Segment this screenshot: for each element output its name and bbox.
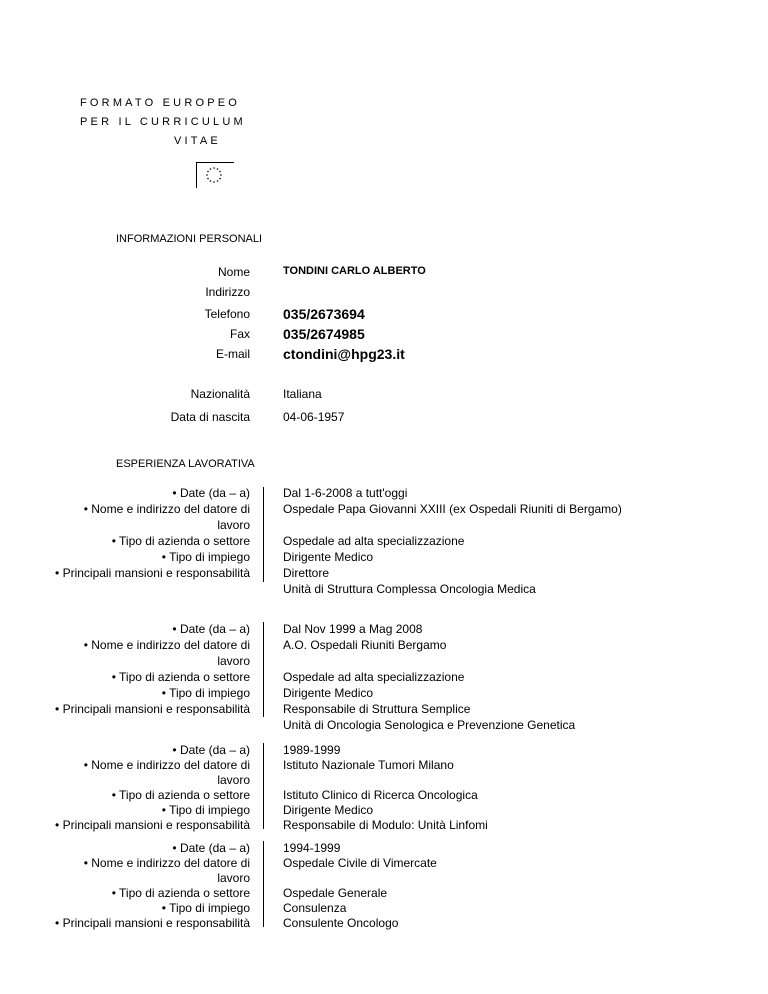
cv-title-line-3: VITAE [174, 135, 221, 147]
label-job: • Tipo di impiego [161, 686, 250, 700]
experience-entry-4 [283, 841, 437, 931]
exp-duties: Consulente Oncologo [283, 916, 399, 930]
label-dates: • Date (da – a) [172, 486, 250, 500]
exp-job: Dirigente Medico [283, 550, 374, 564]
label-dates: • Date (da – a) [172, 622, 250, 636]
label-job: • Tipo di impiego [161, 803, 250, 817]
experience-entry-1 [283, 485, 622, 597]
label-dates: • Date (da – a) [172, 743, 250, 757]
exp-dates: Dal 1-6-2008 a tutt'oggi [283, 486, 408, 500]
label-employer: • Nome e indirizzo del datore di [83, 638, 250, 652]
fax-value: 035/2674985 [283, 326, 365, 342]
column-divider-1 [263, 487, 264, 582]
label-duties: • Principali mansioni e responsabilità [55, 702, 250, 716]
nationality-label: Nazionalità [190, 387, 250, 401]
label-sector: • Tipo di azienda o settore [111, 886, 250, 900]
exp-dates: Dal Nov 1999 a Mag 2008 [283, 622, 423, 636]
experience-labels-1 [50, 485, 250, 581]
email-label: E-mail [215, 347, 250, 361]
address-label: Indirizzo [205, 285, 250, 299]
label-sector: • Tipo di azienda o settore [111, 534, 250, 548]
nationality-value: Italiana [283, 387, 322, 401]
exp-employer: Istituto Nazionale Tumori Milano [283, 758, 454, 772]
birth-date-value: 04-06-1957 [283, 410, 345, 424]
exp-duties: Unità di Struttura Complessa Oncologia Medica [283, 582, 536, 596]
name-label: Nome [217, 265, 250, 279]
exp-dates: 1989-1999 [283, 743, 341, 757]
exp-dates: 1994-1999 [283, 841, 341, 855]
phone-value: 035/2673694 [283, 306, 365, 322]
exp-job: Dirigente Medico [283, 686, 374, 700]
experience-labels-4 [50, 841, 250, 931]
experience-entry-2 [283, 621, 575, 733]
section-personal-info: INFORMAZIONI PERSONALI [116, 233, 263, 245]
exp-duties: Responsabile di Modulo: Unità Linfomi [283, 818, 488, 832]
name-value: TONDINI CARLO ALBERTO [283, 265, 426, 277]
exp-employer: A.O. Ospedali Riuniti Bergamo [283, 638, 447, 652]
exp-sector: Ospedale ad alta specializzazione [283, 534, 465, 548]
exp-job: Consulenza [283, 901, 347, 915]
experience-entry-3 [283, 743, 488, 833]
phone-label: Telefono [204, 307, 250, 321]
exp-role: Direttore [283, 566, 330, 580]
label-dates: • Date (da – a) [172, 841, 250, 855]
label-sector: • Tipo di azienda o settore [111, 670, 250, 684]
label-employer-cont: lavoro [217, 871, 250, 885]
label-sector: • Tipo di azienda o settore [111, 788, 250, 802]
label-duties: • Principali mansioni e responsabilità [55, 818, 250, 832]
label-job: • Tipo di impiego [161, 550, 250, 564]
column-divider-3 [263, 743, 264, 829]
column-divider-2 [263, 622, 264, 717]
label-duties: • Principali mansioni e responsabilità [55, 566, 250, 580]
eu-flag-logo [196, 162, 234, 188]
exp-employer: Ospedale Papa Giovanni XXIII (ex Ospedali Riuniti di Bergamo) [283, 502, 622, 516]
label-employer: • Nome e indirizzo del datore di [83, 856, 250, 870]
label-employer-cont: lavoro [217, 654, 250, 668]
exp-sector: Ospedale Generale [283, 886, 388, 900]
exp-job: Dirigente Medico [283, 803, 374, 817]
label-duties: • Principali mansioni e responsabilità [55, 916, 250, 930]
birth-date-label: Data di nascita [170, 410, 250, 424]
label-employer: • Nome e indirizzo del datore di [83, 502, 250, 516]
eu-stars-icon [196, 162, 234, 188]
exp-sector: Istituto Clinico di Ricerca Oncologica [283, 788, 478, 802]
exp-sector: Ospedale ad alta specializzazione [283, 670, 465, 684]
column-divider-4 [263, 841, 264, 927]
section-work-experience: ESPERIENZA LAVORATIVA [116, 458, 255, 470]
email-value[interactable]: ctondini@hpg23.it [283, 346, 405, 362]
exp-duties: Unità di Oncologia Senologica e Prevenzione Genetica [283, 718, 576, 732]
exp-role: Responsabile di Struttura Semplice [283, 702, 471, 716]
fax-label: Fax [229, 327, 250, 341]
label-employer-cont: lavoro [217, 773, 250, 787]
cv-title-line-2: PER IL CURRICULUM [80, 116, 246, 128]
exp-employer: Ospedale Civile di Vimercate [283, 856, 437, 870]
label-employer: • Nome e indirizzo del datore di [83, 758, 250, 772]
label-employer-cont: lavoro [217, 518, 250, 532]
label-job: • Tipo di impiego [161, 901, 250, 915]
experience-labels-2 [50, 621, 250, 717]
cv-title-line-1: FORMATO EUROPEO [80, 97, 241, 109]
experience-labels-3 [50, 743, 250, 833]
